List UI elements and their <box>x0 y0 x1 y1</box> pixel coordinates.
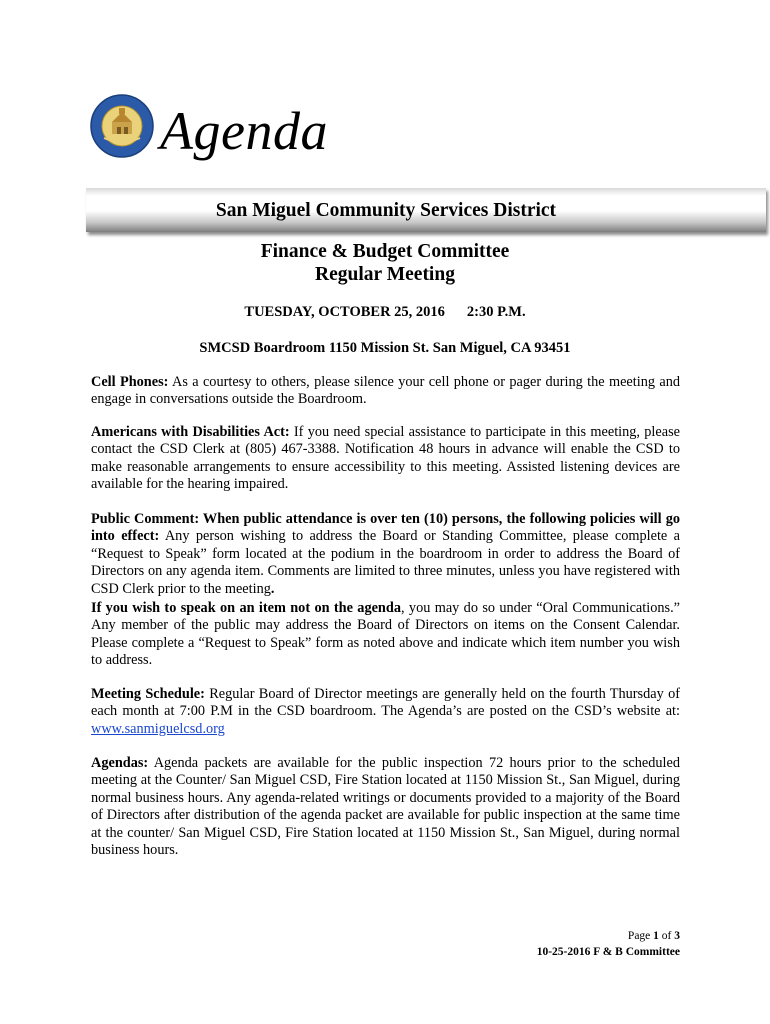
ada-text: If you need special assistance to participate in this meeting, please contact the CSD Clerk at (805) 467-3388. Notification 48 hours in advance will enable the CSD to make reasonable arrangements to ensure accessibility to this meeting. Assisted listening devices are available for the hearing impaired. <box>91 424 680 493</box>
ada-section <box>91 424 680 494</box>
agenda-heading: Agenda <box>160 101 328 161</box>
oral-communications-section <box>91 600 680 670</box>
meeting-schedule-section <box>91 686 680 738</box>
ada-label: Americans with Disabilities Act: <box>91 424 290 440</box>
district-seal-logo <box>90 94 154 158</box>
page-current: 1 <box>653 930 659 942</box>
meeting-time: 2:30 P.M. <box>466 304 526 320</box>
cell-phones-label: Cell Phones: <box>91 374 169 390</box>
document-reference: 10-25-2016 F & B Committee <box>536 946 680 958</box>
agendas-section <box>91 755 680 859</box>
page-of: of <box>661 930 672 942</box>
cell-phones-text: As a courtesy to others, please silence your cell phone or pager during the meeting and engage in conversations outside the Boardroom. <box>91 374 680 408</box>
cell-phones-section <box>91 374 680 409</box>
meeting-date: TUESDAY, OCTOBER 25, 2016 <box>244 304 445 320</box>
meeting-schedule-text: Regular Board of Director meetings are generally held on the fourth Thursday of each month at 7:00 P.M in the CSD boardroom. The Agenda’s are posted on the CSD’s website at: <box>91 686 680 720</box>
meeting-venue: SMCSD Boardroom 1150 Mission St. San Miguel, CA 93451 <box>199 340 571 356</box>
agendas-text: Agenda packets are available for the public inspection 72 hours prior to the scheduled meeting at the Counter/ San Miguel CSD, Fire Station located at 1150 Mission St., San Miguel, during normal business hours. Any agenda-related writings or documents provided to a majority of the Board of Directors after distribution of the agenda packet are available for public inspection at the same time at the counter/ San Miguel CSD, Fire Station located at 1150 Mission St., San Miguel, during normal business hours. <box>91 755 680 859</box>
public-comment-period: . <box>270 580 275 597</box>
committee-name: Finance & Budget Committee <box>260 241 510 262</box>
page-word: Page <box>627 930 651 942</box>
public-comment-label: Public Comment: When public attendance is over ten (10) persons, the following policies will go into effect: <box>91 511 680 545</box>
page-total: 3 <box>674 930 680 942</box>
agendas-label: Agendas: <box>91 755 149 771</box>
website-link[interactable]: www.sanmiguelcsd.org <box>91 720 225 737</box>
district-name: San Miguel Community Services District <box>215 200 557 221</box>
meeting-date-time <box>0 304 770 321</box>
meeting-type: Regular Meeting <box>315 264 455 285</box>
meeting-schedule-label: Meeting Schedule: <box>91 686 205 702</box>
oral-communications-text: , you may do so under “Oral Communications.” Any member of the public may address the Board of Directors on items on the Consent Calendar. Please complete a “Request to Speak” form as noted above and indicate which item number you wish to address. <box>91 600 680 669</box>
oral-communications-label: If you wish to speak on an item not on the agenda <box>91 600 401 616</box>
page-number <box>380 930 680 942</box>
public-comment-section <box>91 511 680 598</box>
public-comment-text: Any person wishing to address the Board or Standing Committee, please complete a “Request to Speak” form located at the podium in the boardroom in order to address the Board of Directors on any agenda item. Comments are limited to three minutes, unless you have registered with CSD Clerk prior to the meeting <box>91 528 680 597</box>
